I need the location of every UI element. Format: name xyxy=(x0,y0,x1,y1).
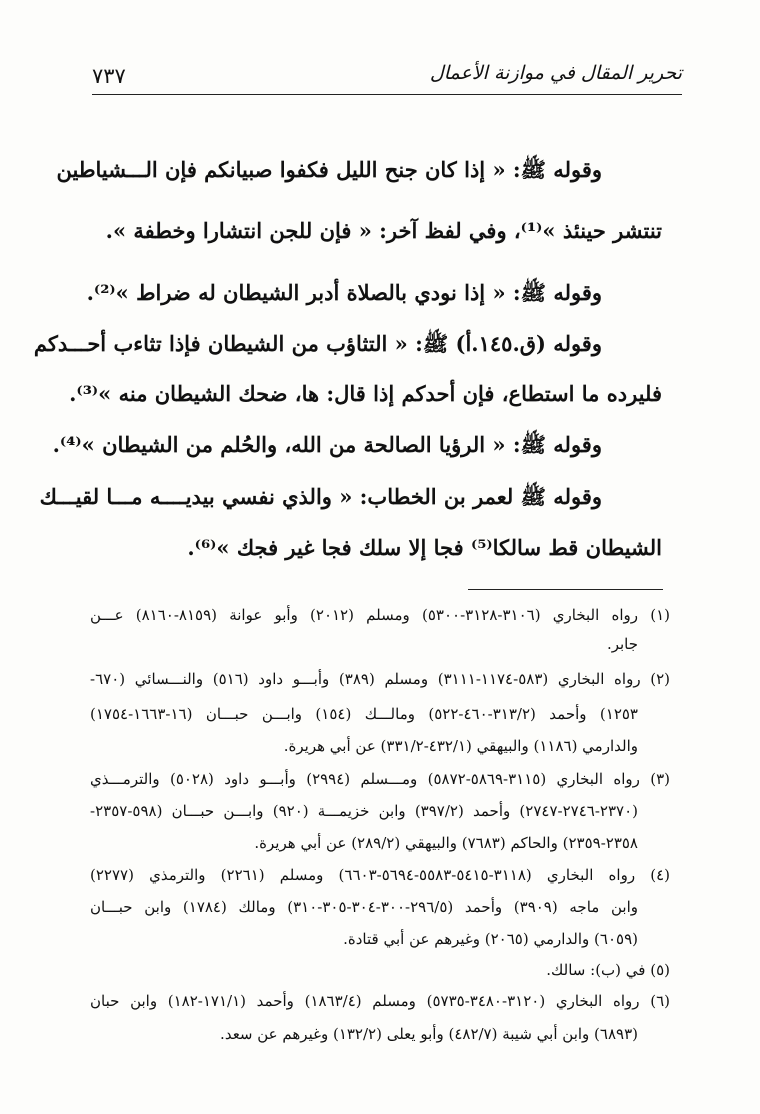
text-line: وقوله ﷺ: « إذا كان جنح الليل فكفوا صبيانكم فإن الـــشياطين xyxy=(56,157,602,182)
footnote-line: (١) رواه البخاري (٣١٠٦-٣١٢٨-٥٣٠٠) ومسلم (٢٠١٢) وأبو عوانة (٨١٥٩-٨١٦٠) عـــن xyxy=(90,606,670,624)
header-rule xyxy=(92,94,682,95)
text-line: وقوله ﷺ: « إذا نودي بالصلاة أدبر الشيطان له ضراط »⁽²⁾. xyxy=(86,280,602,305)
footnote-line: (٢) رواه البخاري (٥٨٣-١١٧٤-٣١١١) ومسلم (٣٨٩) وأبـــو داود (٥١٦) والنـــسائي (٦٧٠- xyxy=(90,670,670,688)
text-line: وقوله (ق.١٤٥.أ) ﷺ: « التثاؤب من الشيطان فإذا تثاءب أحـــدكم xyxy=(33,331,602,356)
footnote-line: ١٢٥٣) وأحمد (٣١٣/٢-٤٦٠-٥٢٢) ومالـــك (١٥٤) وابـــن حبـــان (١٦-١٦٦٣-١٧٥٤) xyxy=(90,705,638,723)
footnote-line: (٥) في (ب): سالك. xyxy=(546,961,670,979)
page-number: ٧٣٧ xyxy=(92,64,126,88)
footnote-line: (٢٣٧٠-٢٧٤٦-٢٧٤٧) وأحمد (٣٩٧/٢) وابن خزيمـــة (٩٢٠) وابـــن حبـــان (٥٩٨-٢٣٥٧- xyxy=(90,802,638,820)
footnote-line: (٤) رواه البخاري (٣١١٨-٥٤١٥-٥٥٨٣-٥٦٩٤-٦٦٠٣) ومسلم (٢٢٦١) والترمذي (٢٢٧٧) xyxy=(90,866,670,884)
running-title: تحرير المقال في موازنة الأعمال xyxy=(429,62,682,84)
text-line: وقوله ﷺ لعمر بن الخطاب: « والذي نفسي بيديــــه مـــا لقيـــك xyxy=(39,484,602,509)
footnote-line: ٢٣٥٨-٢٣٥٩) والحاكم (٧٦٨٣) والبيهقي (٢٨٩/٢) عن أبي هريرة. xyxy=(254,834,638,852)
footnote-separator xyxy=(468,589,663,590)
footnote-line: (٦٠٥٩) والدارمي (٢٠٦٥) وغيرهم عن أبي قتادة. xyxy=(343,930,638,948)
footnote-line: (٦٨٩٣) وابن أبي شيبة (٤٨٢/٧) وأبو يعلى (١٣٢/٢) وغيرهم عن سعد. xyxy=(220,1025,638,1043)
footnote-line: جابر. xyxy=(606,635,638,653)
page-header xyxy=(92,58,682,90)
footnote-line: والدارمي (١١٨٦) والبيهقي (٤٣٢/١-٣٣١/٢) عن أبي هريرة. xyxy=(283,737,638,755)
footnote-line: وابن ماجه (٣٩٠٩) وأحمد (٢٩٦/٥-٣٠٠-٣٠٤-٣٠٥-٣١٠) ومالك (١٧٨٤) وابن حبـــان xyxy=(90,898,638,916)
footnote-line: (٣) رواه البخاري (٣١١٥-٥٨٦٩-٥٨٧٢) ومـــسلم (٢٩٩٤) وأبـــو داود (٥٠٢٨) والترمـــذي xyxy=(90,770,670,788)
footnote-line: (٦) رواه البخاري (٣١٢٠-٣٤٨٠-٥٧٣٥) ومسلم (١٨٦٣/٤) وأحمد (١٧١/١-١٨٢) وابن حبان xyxy=(90,992,670,1010)
text-line: فليرده ما استطاع، فإن أحدكم إذا قال: ها، ضحك الشيطان منه »⁽³⁾. xyxy=(69,381,662,406)
text-line: تنتشر حينئذ »⁽¹⁾، وفي لفظ آخر: « فإن للجن انتشارا وخطفة ». xyxy=(105,218,662,243)
text-line: وقوله ﷺ: « الرؤيا الصالحة من الله، والحُلم من الشيطان »⁽⁴⁾. xyxy=(52,432,602,457)
text-line: الشيطان قط سالكا⁽⁵⁾ فجا إلا سلك فجا غير فجك »⁽⁶⁾. xyxy=(187,535,662,560)
